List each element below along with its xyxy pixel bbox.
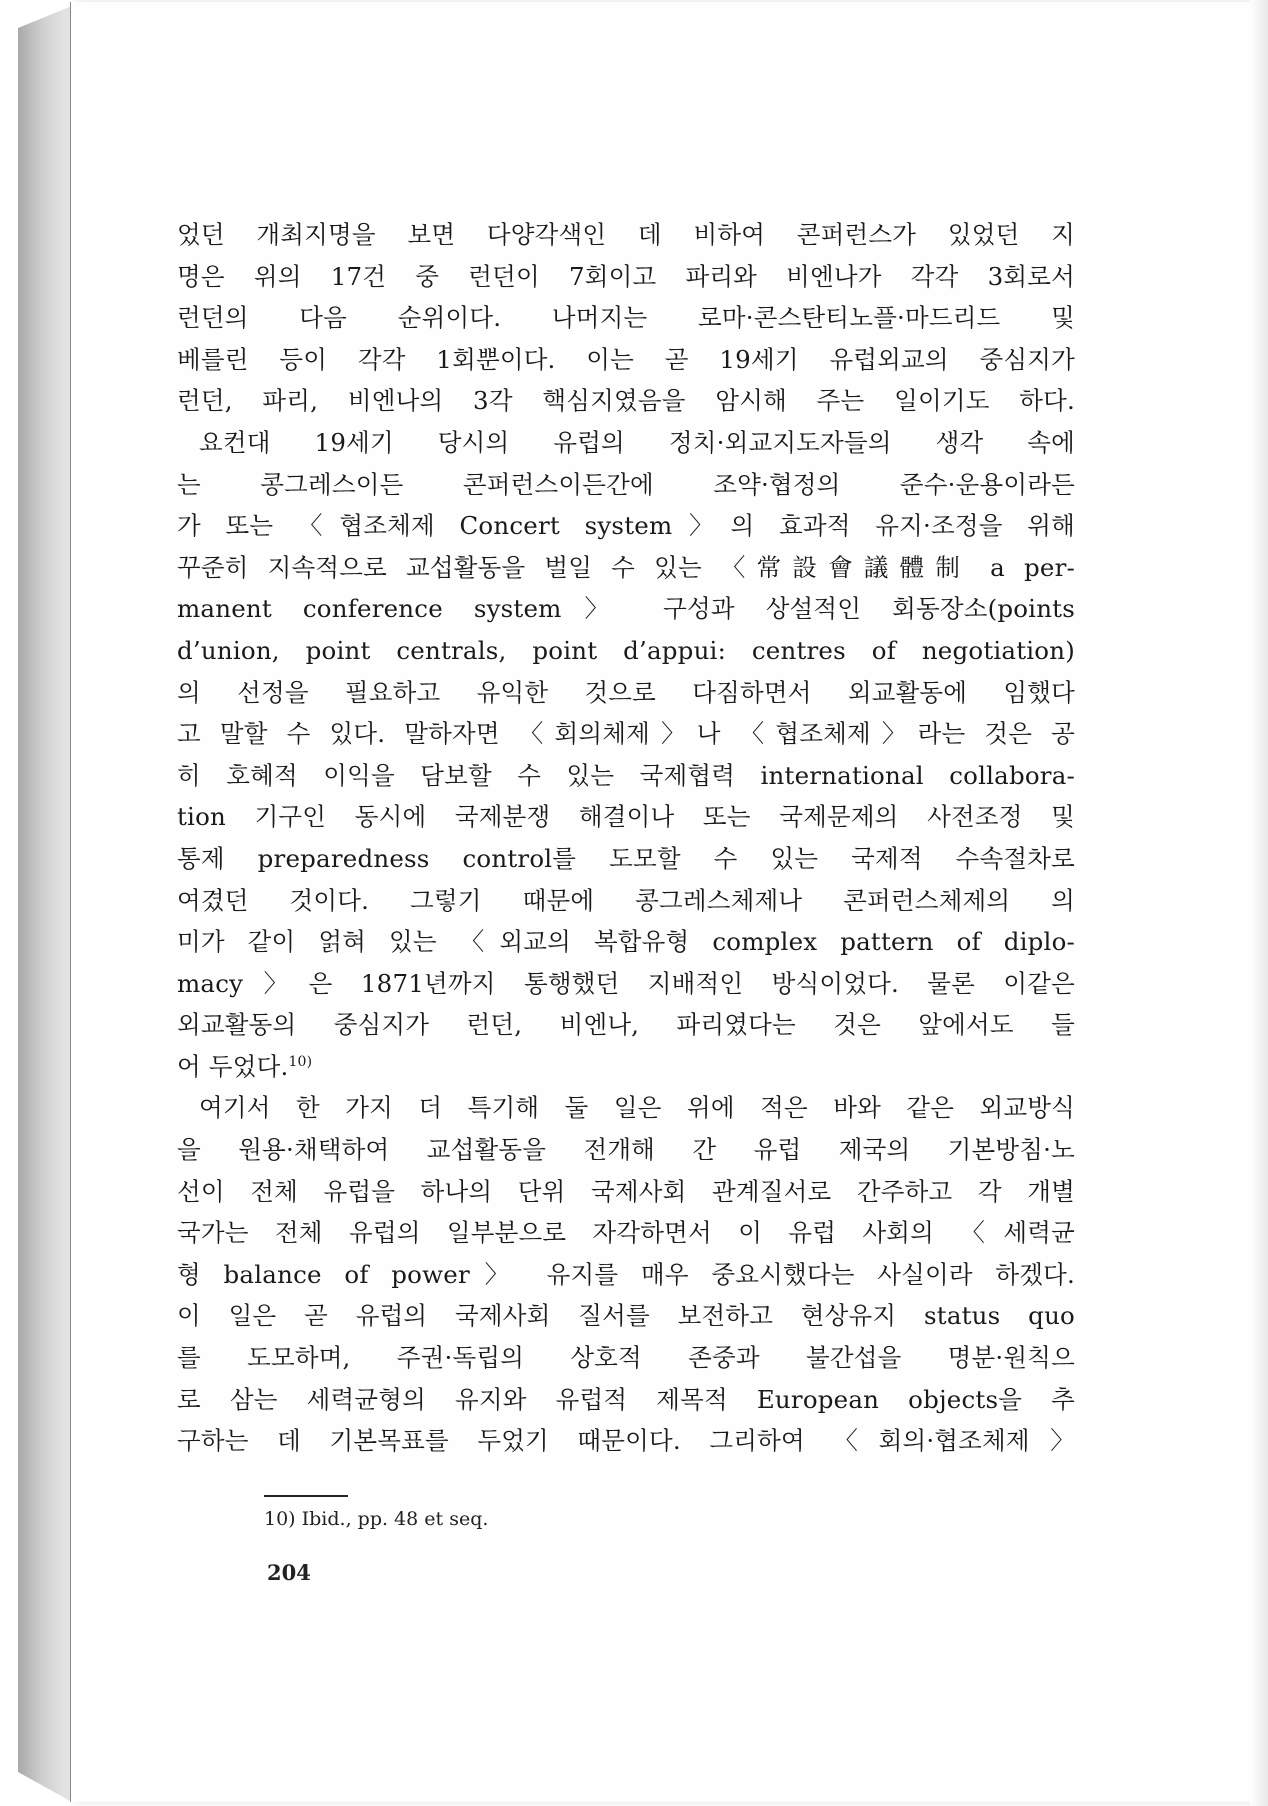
text-line: 요컨대 19세기 당시의 유럽의 정치·외교지도자들의 생각 속에 [199,427,1075,457]
page-number: 204 [267,1560,311,1585]
text-line: 미가 같이 얽혀 있는 〈외교의 복합유형 complex pattern of diplo- [177,927,1075,957]
text-line: 형 balance of power〉 유지를 매우 중요시했다는 사실이라 하겠다. [177,1259,1075,1289]
text-line: macy〉은 1871년까지 통행했던 지배적인 방식이었다. 물론 이같은 [177,968,1075,998]
text-line: 여기서 한 가지 더 특기해 둘 일은 위에 적은 바와 같은 외교방식 [199,1093,1075,1123]
book-spine [18,6,72,1802]
text-line: d’union, point centrals, point d’appui: centres of negotiation) [177,635,1075,665]
page-edge [1250,0,1268,1806]
text-line-content: 어 두었다. [177,1051,289,1081]
text-line: tion 기구인 동시에 국제분쟁 해결이나 또는 국제문제의 사전조정 및 [177,802,1075,832]
text-line: 통제 preparedness control를 도모할 수 있는 국제적 수속절차로 [177,843,1075,873]
text-line-with-footnote [177,1046,1075,1088]
text-line: 의 선정을 필요하고 유익한 것으로 다짐하면서 외교활동에 임했다 [177,677,1075,707]
text-line: 었던 개최지명을 보면 다양각색인 데 비하여 콘퍼런스가 있었던 지 [177,220,1075,249]
text-line: 런던, 파리, 비엔나의 3각 핵심지였음을 암시해 주는 일이기도 하다. [177,386,1075,416]
text-line: 여겼던 것이다. 그렇기 때문에 콩그레스체제나 콘퍼런스체제의 의 [177,885,1075,915]
text-line: 국가는 전체 유럽의 일부분으로 자각하면서 이 유럽 사회의 〈세력균 [177,1218,1075,1248]
footnote-reference: 10) [288,1053,313,1070]
text-line: 구하는 데 기본목표를 두었기 때문이다. 그리하여 〈회의·협조체제〉 [177,1426,1075,1456]
text-line: 을 원용·채택하여 교섭활동을 전개해 간 유럽 제국의 기본방침·노 [177,1135,1075,1165]
text-line: 고 말할 수 있다. 말하자면 〈회의체제〉나 〈협조체제〉라는 것은 공 [177,719,1075,749]
text-line: manent conference system〉 구성과 상설적인 회동장소(points [177,594,1075,624]
text-line: 선이 전체 유럽을 하나의 단위 국제사회 관계질서로 간주하고 각 개별 [177,1176,1075,1206]
footnote: 10) Ibid., pp. 48 et seq. [264,1508,489,1530]
text-line: 는 콩그레스이든 콘퍼런스이든간에 조약·협정의 준수·운용이라든 [177,469,1075,499]
text-line: 이 일은 곧 유럽의 국제사회 질서를 보전하고 현상유지 status quo [177,1301,1075,1331]
body-text [177,214,1075,1462]
text-line: 로 삼는 세력균형의 유지와 유럽적 제목적 European objects을 추 [177,1384,1075,1414]
text-line: 베를린 등이 각각 1회뿐이다. 이는 곧 19세기 유럽외교의 중심지가 [177,344,1075,374]
footnote-divider [264,1495,348,1497]
text-line: 꾸준히 지속적으로 교섭활동을 벌일 수 있는 〈常設會議體制 a per- [177,552,1075,582]
text-line: 외교활동의 중심지가 런던, 비엔나, 파리였다는 것은 앞에서도 들 [177,1010,1075,1040]
text-line: 가 또는 〈협조체제 Concert system〉의 효과적 유지·조정을 위해 [177,511,1075,541]
text-line: 명은 위의 17건 중 런던이 7회이고 파리와 비엔나가 각각 3회로서 [177,261,1075,291]
text-line: 런던의 다음 순위이다. 나머지는 로마·콘스탄티노플·마드리드 및 [177,303,1075,333]
text-line: 를 도모하며, 주권·독립의 상호적 존중과 불간섭을 명분·원칙으 [177,1343,1075,1373]
text-line: 히 호혜적 이익을 담보할 수 있는 국제협력 international collabora- [177,760,1075,790]
